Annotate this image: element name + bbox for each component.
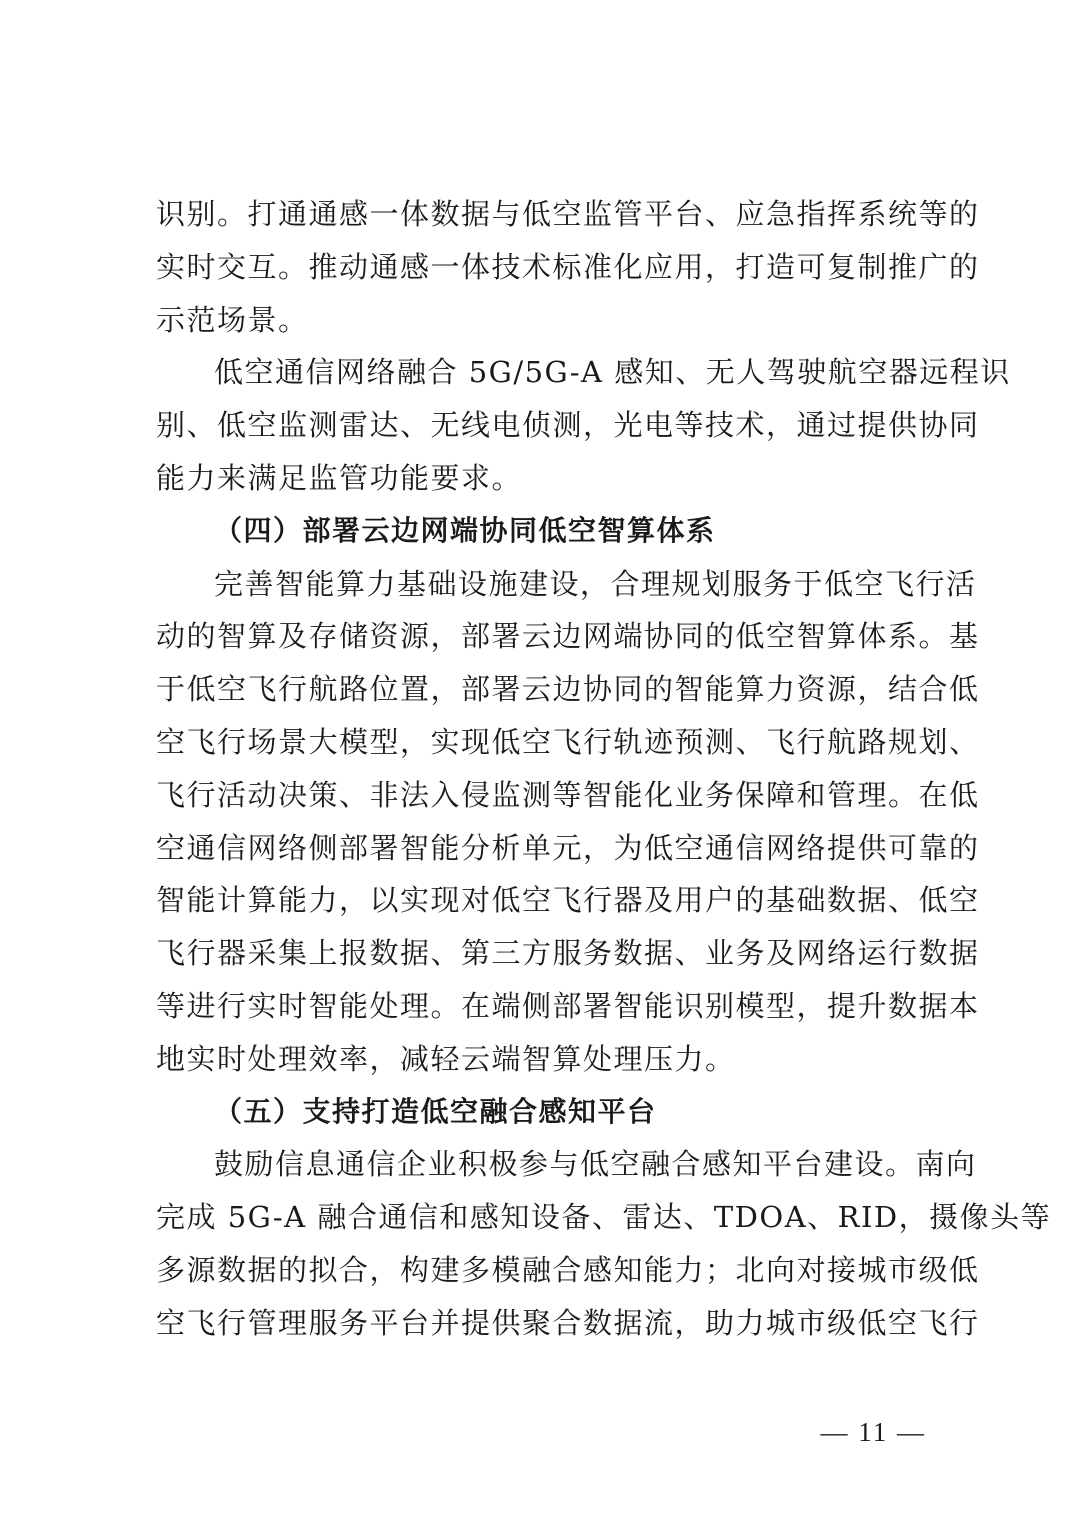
text-line: 完成 5G-A 融合通信和感知设备、雷达、TDOA、RID，摄像头等: [156, 1200, 1052, 1235]
paragraph-first-line: 鼓励信息通信企业积极参与低空融合感知平台建设。南向: [214, 1147, 977, 1182]
text-line: 实时交互。推动通感一体技术标准化应用，打造可复制推广的: [156, 249, 980, 284]
section-heading-5: （五）支持打造低空融合感知平台: [214, 1094, 657, 1128]
text-line: 动的智算及存储资源，部署云边网端协同的低空智算体系。基: [156, 619, 980, 654]
text-line: 别、低空监测雷达、无线电侦测，光电等技术，通过提供协同: [156, 408, 980, 443]
text-line: 多源数据的拟合，构建多模融合感知能力；北向对接城市级低: [156, 1252, 980, 1287]
text-line: 空飞行管理服务平台并提供聚合数据流，助力城市级低空飞行: [156, 1305, 980, 1340]
text-line: 空通信网络侧部署智能分析单元，为低空通信网络提供可靠的: [156, 830, 980, 865]
page-number: — 11 —: [820, 1417, 926, 1447]
text-line: 空飞行场景大模型，实现低空飞行轨迹预测、飞行航路规划、: [156, 724, 980, 759]
paragraph-first-line: 完善智能算力基础设施建设，合理规划服务于低空飞行活: [214, 566, 977, 601]
text-line: 示范场景。: [156, 302, 309, 337]
body-text: [156, 188, 1052, 1350]
text-line: 地实时处理效率，减轻云端智算处理压力。: [156, 1041, 736, 1076]
paragraph-first-line: 低空通信网络融合 5G/5G-A 感知、无人驾驶航空器远程识: [214, 355, 1011, 390]
text-line: 智能计算能力，以实现对低空飞行器及用户的基础数据、低空: [156, 883, 980, 918]
text-line: 于低空飞行航路位置，部署云边协同的智能算力资源，结合低: [156, 672, 980, 707]
text-line: 能力来满足监管功能要求。: [156, 460, 523, 495]
section-heading-4: （四）部署云边网端协同低空智算体系: [214, 513, 716, 547]
text-line: 飞行活动决策、非法入侵监测等智能化业务保障和管理。在低: [156, 777, 980, 812]
text-line: 飞行器采集上报数据、第三方服务数据、业务及网络运行数据: [156, 936, 980, 971]
text-line: 等进行实时智能处理。在端侧部署智能识别模型，提升数据本: [156, 988, 980, 1023]
text-line: 识别。打通通感一体数据与低空监管平台、应急指挥系统等的: [156, 197, 980, 231]
